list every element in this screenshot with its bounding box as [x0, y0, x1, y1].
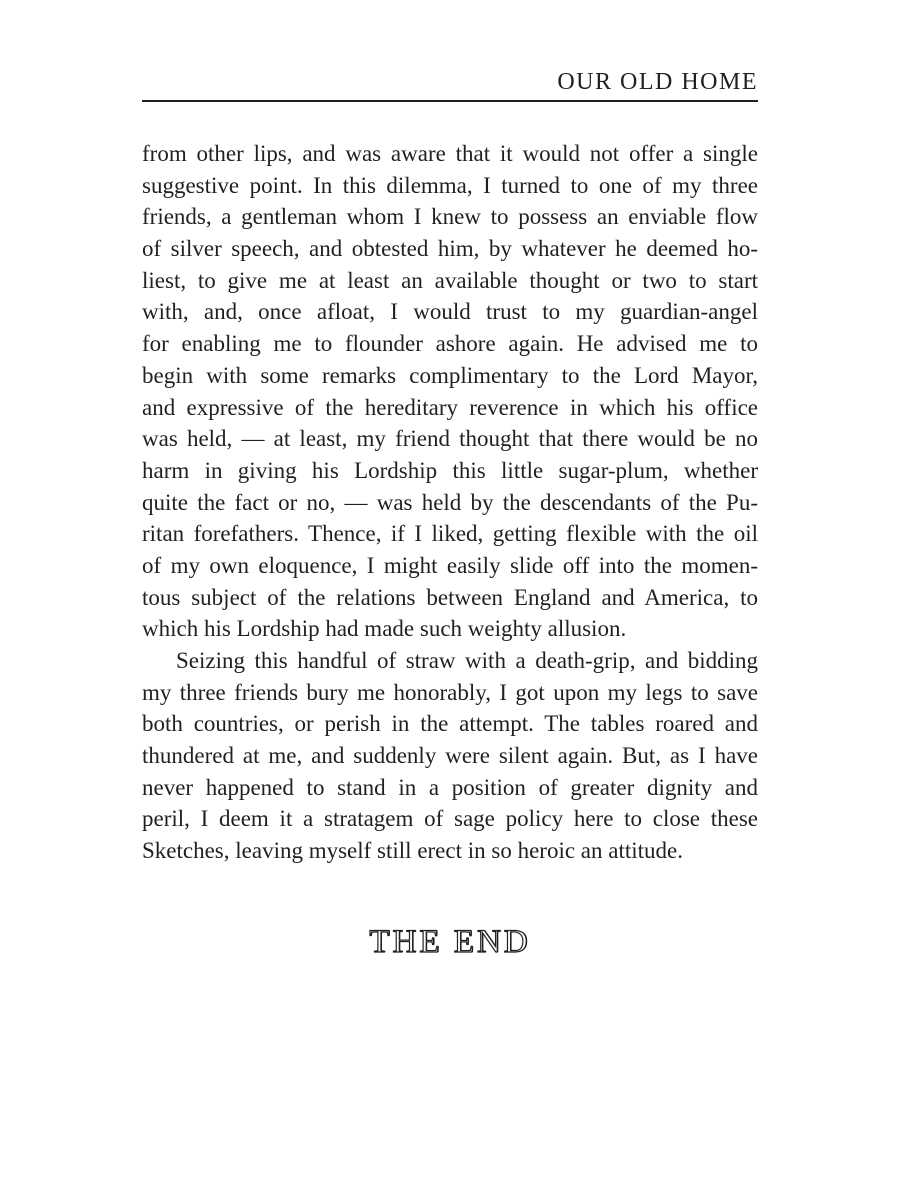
paragraph-1	[142, 138, 758, 645]
text-line: Seizing this handful of straw with a death-grip, and bidding	[176, 648, 758, 673]
text-line: both countries, or perish in the attempt. The tables roared and	[142, 711, 758, 737]
header-rule	[142, 100, 758, 102]
text-line: for enabling me to flounder ashore again. He advised me to	[142, 331, 758, 357]
text-line: and expressive of the hereditary reverence in which his office	[142, 394, 758, 420]
running-head: OUR OLD HOME	[557, 69, 758, 95]
text-line: friends, a gentleman whom I knew to possess an enviable flow	[142, 204, 758, 230]
text-line: quite the fact or no, — was held by the descendants of the Pu-	[142, 489, 758, 515]
text-line: of silver speech, and obtested him, by whatever he deemed ho-	[142, 236, 758, 262]
text-line: suggestive point. In this dilemma, I turned to one of my three	[142, 172, 758, 198]
end-title: THE END	[369, 924, 531, 960]
text-line: liest, to give me at least an available thought or two to start	[142, 267, 758, 293]
text-line: never happened to stand in a position of greater dignity and	[142, 774, 758, 800]
text-line: which his Lordship had made such weighty allusion.	[142, 616, 627, 642]
body-text	[142, 138, 758, 867]
text-line: tous subject of the relations between England and America, to	[142, 584, 758, 610]
text-line: Sketches, leaving myself still erect in so heroic an attitude.	[142, 838, 683, 864]
text-line: from other lips, and was aware that it would not offer a single	[142, 141, 758, 166]
text-line: with, and, once afloat, I would trust to my guardian-angel	[142, 299, 758, 325]
text-line: peril, I deem it a stratagem of sage policy here to close these	[142, 806, 758, 832]
text-line: my three friends bury me honorably, I got upon my legs to save	[142, 679, 758, 705]
text-line: was held, — at least, my friend thought that there would be no	[142, 426, 758, 452]
text-line: begin with some remarks complimentary to the Lord Mayor,	[142, 362, 758, 388]
text-line: of my own eloquence, I might easily slide off into the momen-	[142, 552, 758, 578]
text-line: harm in giving his Lordship this little sugar-plum, whether	[142, 457, 758, 483]
text-line: ritan forefathers. Thence, if I liked, getting flexible with the oil	[142, 521, 758, 547]
paragraph-2	[142, 645, 758, 867]
text-line: thundered at me, and suddenly were silent again. But, as I have	[142, 743, 758, 769]
